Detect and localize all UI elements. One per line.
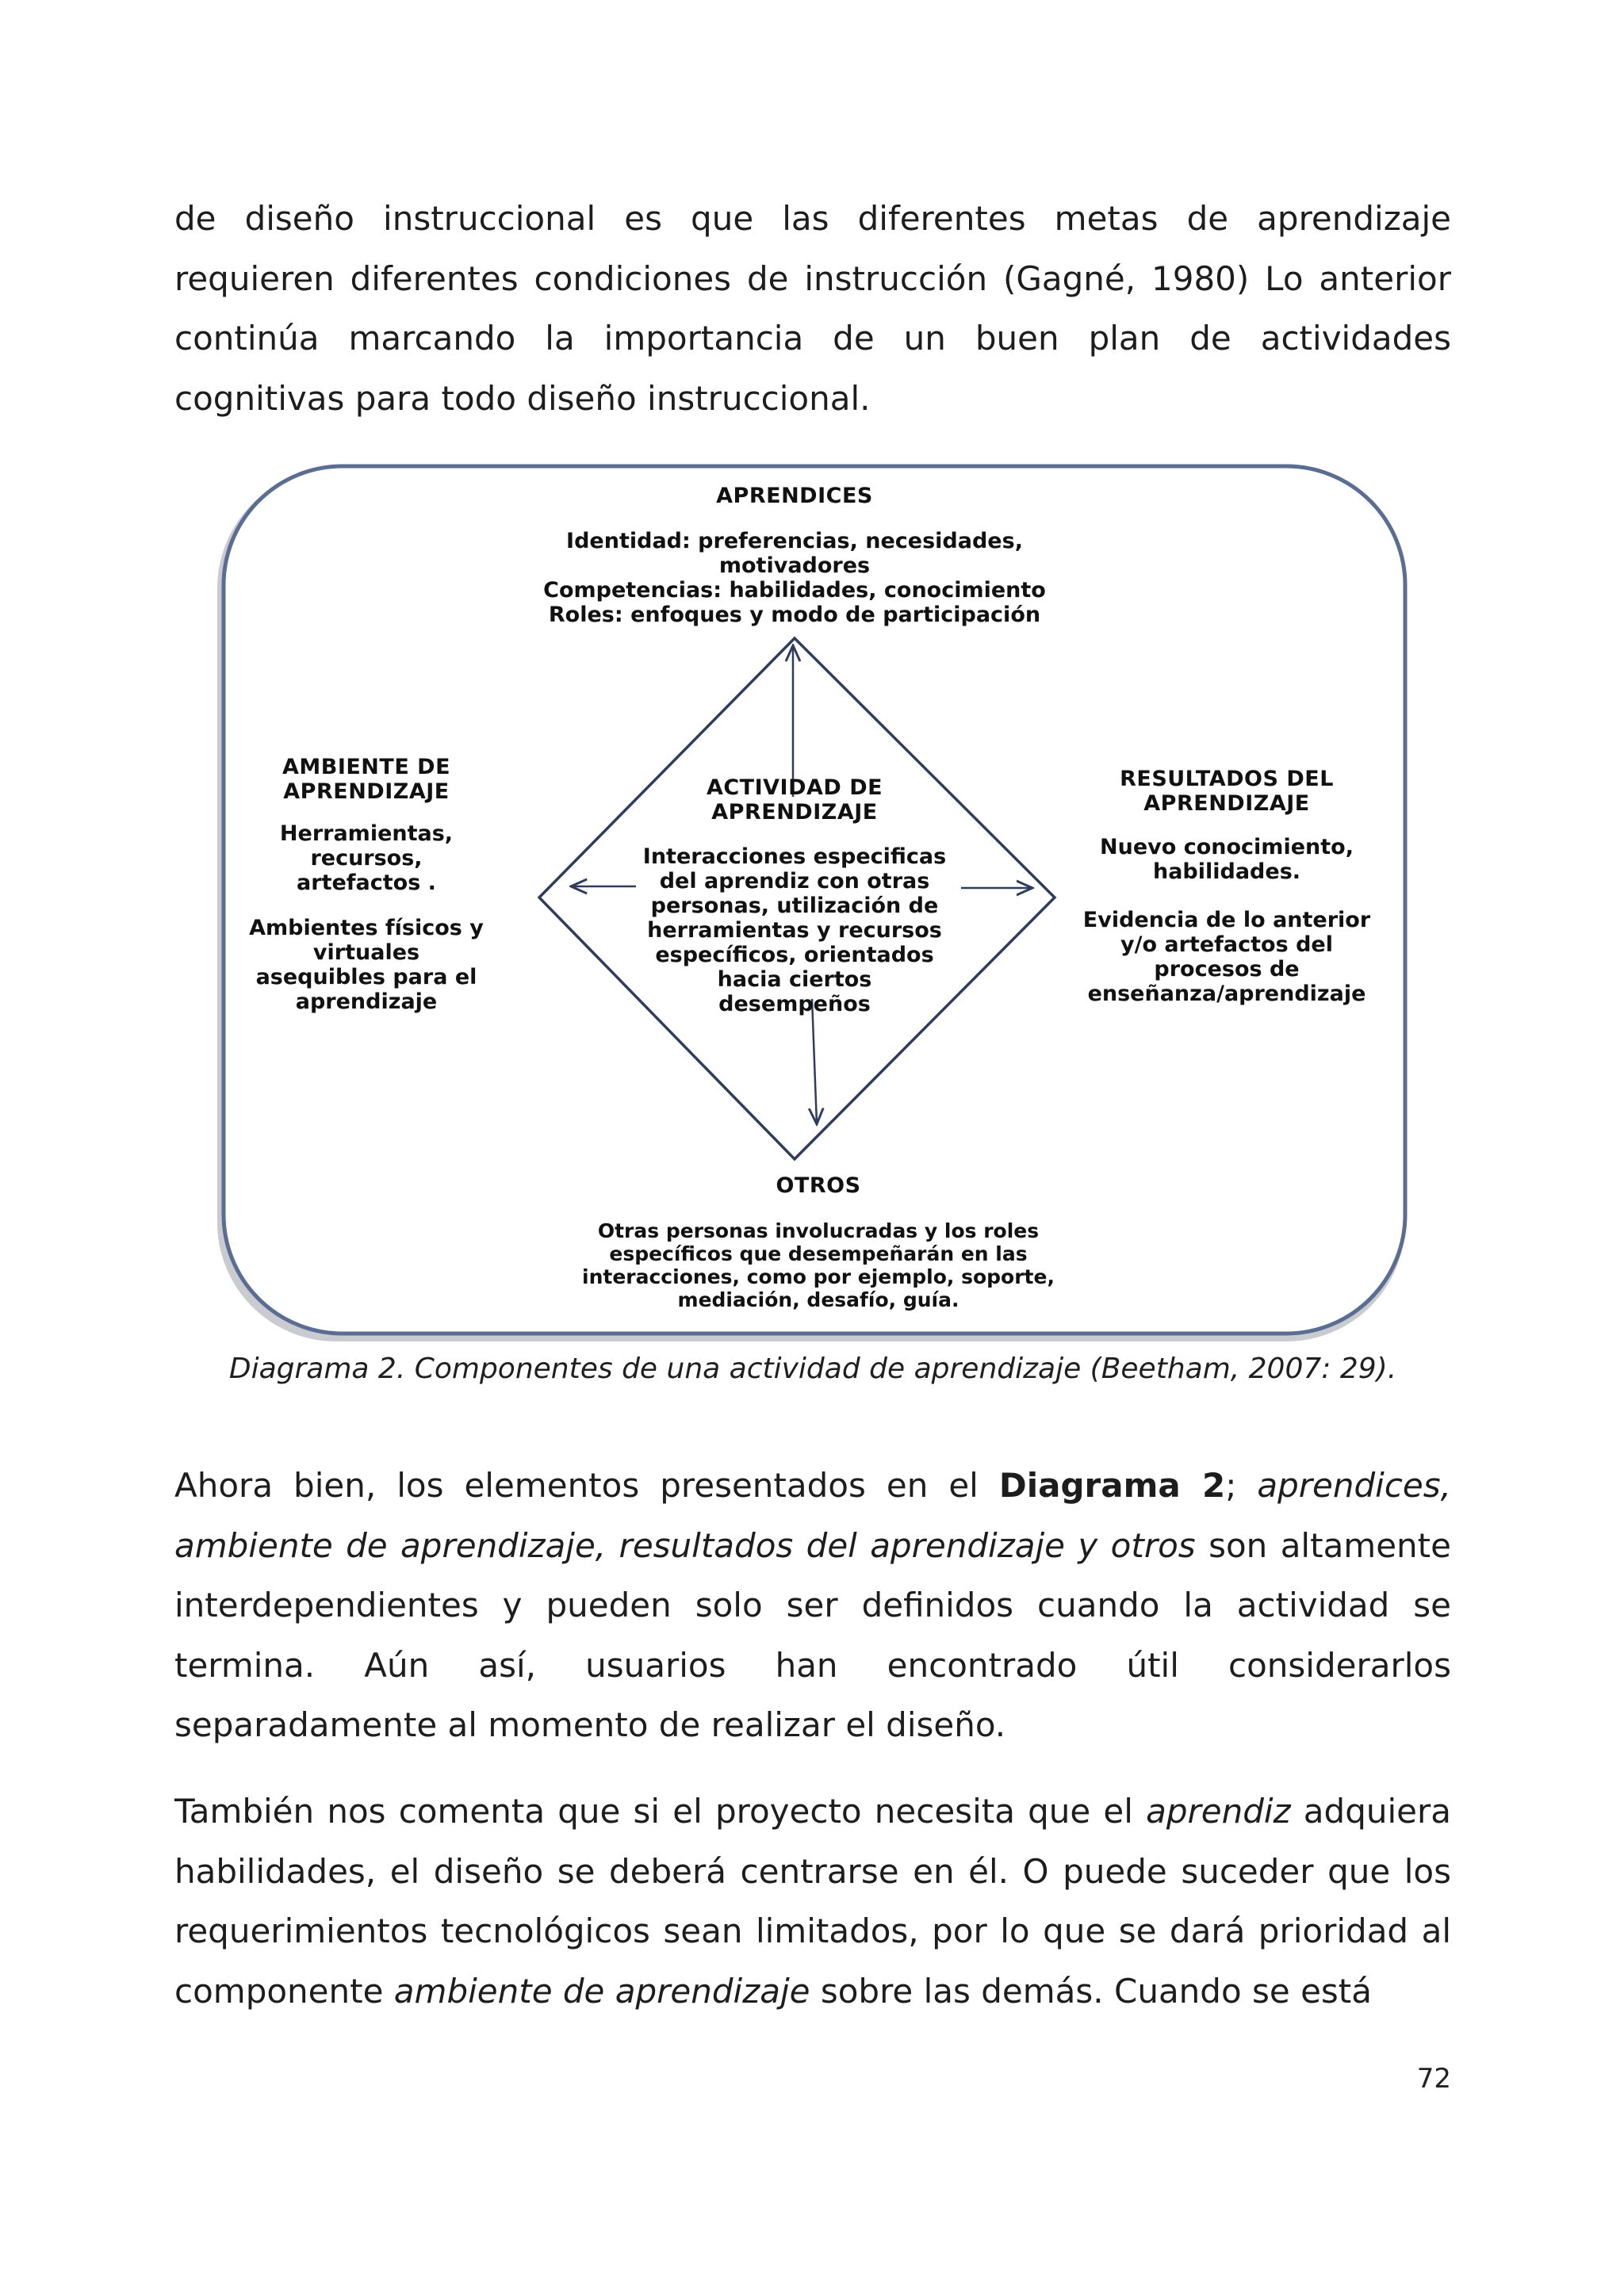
ambiente-line: Ambientes físicos y xyxy=(249,916,484,940)
emphasized-term: aprendiz xyxy=(1146,1792,1291,1831)
ambiente-line: virtuales xyxy=(312,940,420,965)
otros-line: interacciones, como por ejemplo, soporte, xyxy=(582,1265,1055,1288)
ambiente-line: aprendizaje xyxy=(295,989,438,1014)
otros-line: mediación, desafío, guía. xyxy=(677,1288,959,1311)
actividad-line: Interacciones especificas xyxy=(642,844,947,869)
figure-caption: Diagrama 2. Componentes de una actividad de aprendizaje (Beetham, 2007: 29). xyxy=(228,1353,1397,1385)
aprendices-line: motivadores xyxy=(718,553,871,578)
node-ambiente xyxy=(232,755,501,1014)
resultados-line: procesos de xyxy=(1154,957,1300,982)
diagram-reference: Diagrama 2 xyxy=(998,1466,1226,1505)
resultados-line: enseñanza/aprendizaje xyxy=(1087,982,1366,1006)
paragraph-design-priority xyxy=(174,1781,1451,2021)
paragraph-diagram-elements xyxy=(174,1456,1451,1755)
paragraph-text: ; xyxy=(1225,1466,1258,1505)
paragraph-text: También nos comenta que si el proyecto necesita que el xyxy=(174,1792,1147,1831)
ambiente-line: asequibles para el xyxy=(255,965,477,989)
otros-line: específicos que desempeñarán en las xyxy=(609,1242,1028,1265)
resultados-line: y/o artefactos del xyxy=(1120,932,1333,957)
ambiente-line: artefactos . xyxy=(297,871,436,895)
node-otros-title: OTROS xyxy=(776,1173,861,1198)
resultados-line: Nuevo conocimiento, xyxy=(1100,835,1354,859)
actividad-line: específicos, orientados xyxy=(655,943,934,967)
node-otros xyxy=(565,1173,1072,1311)
otros-line: Otras personas involucradas y los roles xyxy=(597,1219,1040,1242)
actividad-line: hacia ciertos xyxy=(717,967,872,992)
actividad-line: personas, utilización de xyxy=(650,894,939,918)
actividad-line: herramientas y recursos xyxy=(647,918,942,943)
emphasized-terms: aprendices, ambiente de aprendizaje, resultados del aprendizaje y otros xyxy=(174,1466,1452,1565)
paragraph-text: son altamente interdependientes y pueden solo ser definidos cuando la actividad se termina. Aún así, usuarios han encontrado útil considerarlos separadamente al momento de realizar el diseño. xyxy=(174,1525,1451,1744)
resultados-line: habilidades. xyxy=(1152,859,1301,884)
paragraph-text: adquiera habilidades, el diseño se deberá centrarse en él. O puede suceder que los requerimientos tecnológicos sean limitados, por lo que se dará prioridad al componente xyxy=(174,1792,1451,2011)
actividad-line: desempeños xyxy=(718,992,871,1016)
node-ambiente-title: APRENDIZAJE xyxy=(283,779,450,804)
aprendices-line: Roles: enfoques y modo de participación xyxy=(548,603,1041,627)
node-actividad-title: ACTIVIDAD DE xyxy=(706,775,883,800)
paragraph-text: Ahora bien, los elementos presentados en el xyxy=(174,1466,999,1505)
node-resultados-title: APRENDIZAJE xyxy=(1143,791,1310,816)
node-actividad-title: APRENDIZAJE xyxy=(711,800,878,825)
node-resultados-title: RESULTADOS DEL xyxy=(1120,767,1334,791)
node-resultados xyxy=(1068,767,1385,1006)
ambiente-line: Herramientas, xyxy=(279,821,454,846)
emphasized-term: ambiente de aprendizaje xyxy=(393,1971,810,2011)
node-actividad xyxy=(636,775,953,1016)
node-ambiente-title: AMBIENTE DE xyxy=(282,755,451,779)
aprendices-line: Competencias: habilidades, conocimiento xyxy=(543,578,1046,603)
aprendices-line: Identidad: preferencias, necesidades, xyxy=(566,529,1023,553)
actividad-line: del aprendiz con otras xyxy=(659,869,930,894)
ambiente-line: recursos, xyxy=(310,846,423,871)
diagram-learning-activity-components xyxy=(216,460,1421,1348)
paragraph-text: sobre las demás. Cuando se está xyxy=(810,1971,1373,2011)
node-aprendices xyxy=(533,484,1056,627)
page-number: 72 xyxy=(1416,2063,1451,2095)
paragraph-intro: de diseño instruccional es que las diferentes metas de aprendizaje requieren diferentes condiciones de instrucción (Gagné, 1980) Lo anterior continúa marcando la importancia de un buen plan de actividades cognitivas para todo diseño instruccional. xyxy=(174,199,1451,418)
node-aprendices-title: APRENDICES xyxy=(716,484,873,508)
resultados-line: Evidencia de lo anterior xyxy=(1082,908,1371,932)
